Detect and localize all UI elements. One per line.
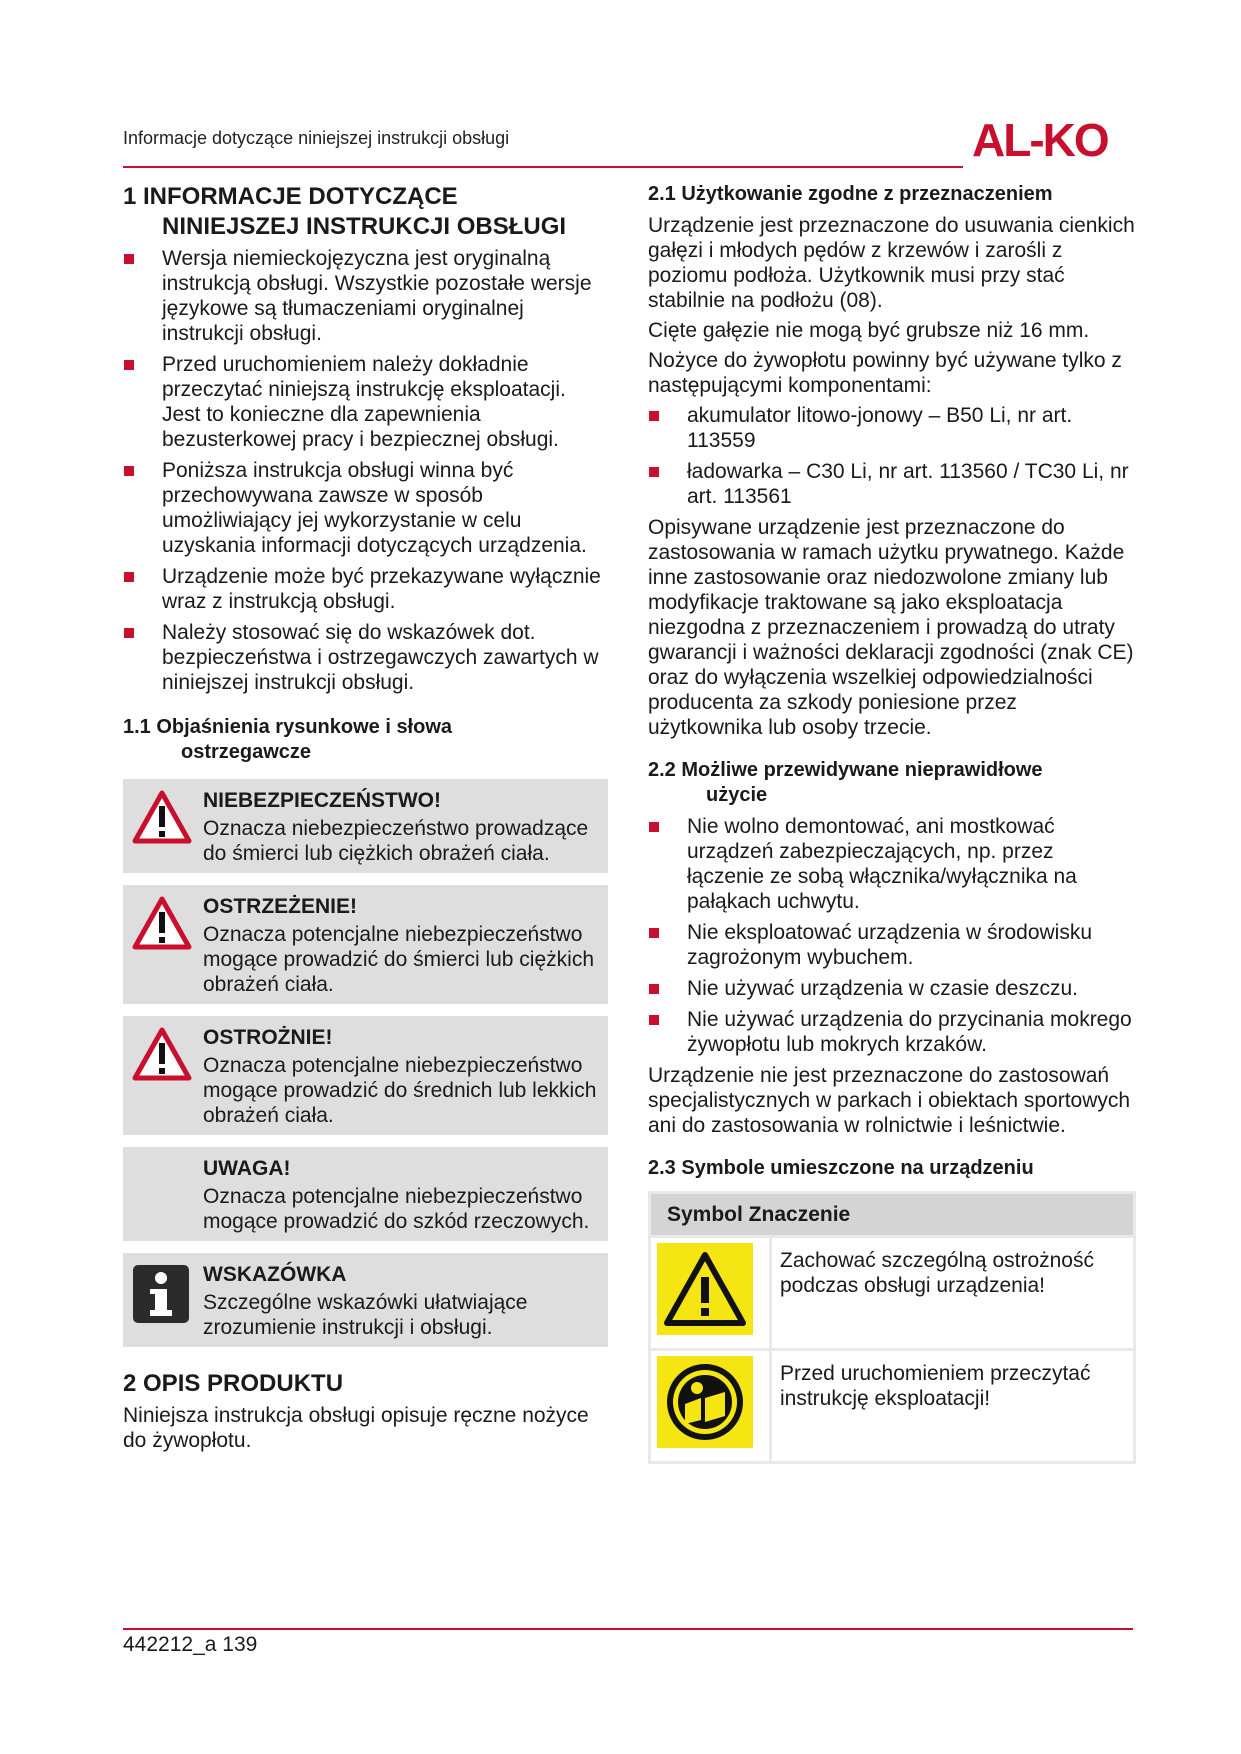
- header-divider: [123, 166, 963, 168]
- notice-title: NIEBEZPIECZEŃSTWO!: [203, 789, 442, 812]
- list-item: Poniższa instrukcja obsługi winna być przechowywana zawsze w sposób umożliwiający jej wykorzystanie w celu uzyskania informacji dotyczących urządzenia.: [123, 458, 608, 558]
- symbol-cell: [650, 1350, 771, 1463]
- notice-warning: [123, 885, 608, 1004]
- table-row: [650, 1350, 1135, 1463]
- components-list: [648, 403, 1136, 509]
- notice-danger: [123, 779, 608, 873]
- list-item: Nie używać urządzenia do przycinania mokrego żywopłotu lub mokrych krzaków.: [648, 1007, 1136, 1057]
- notice-title: OSTRZEŻENIE!: [203, 895, 358, 918]
- notice-title: OSTROŻNIE!: [203, 1026, 333, 1049]
- warning-triangle-icon: [132, 1026, 192, 1082]
- list-item: Należy stosować się do wskazówek dot. bezpieczeństwa i ostrzegawczych zawartych w niniejszej instrukcji obsługi.: [123, 620, 608, 695]
- list-item: ładowarka – C30 Li, nr art. 113560 / TC30 Li, nr art. 113561: [648, 459, 1136, 509]
- info-icon: [133, 1265, 189, 1323]
- symbol-cell: [650, 1237, 771, 1350]
- notice-text: Oznacza potencjalne niebezpieczeństwo mogące prowadzić do śmierci lub ciężkich obrażeń ciała.: [203, 923, 594, 996]
- list-item: Nie używać urządzenia w czasie deszczu.: [648, 976, 1136, 1001]
- list-item: Urządzenie może być przekazywane wyłącznie wraz z instrukcją obsługi.: [123, 564, 608, 614]
- list-item: akumulator litowo-jonowy – B50 Li, nr art. 113559: [648, 403, 1136, 453]
- section-1-list: [123, 246, 608, 695]
- list-item: Nie eksploatować urządzenia w środowisku zagrożonym wybuchem.: [648, 920, 1136, 970]
- symbols-table: [648, 1191, 1136, 1464]
- section-2-2-heading: 2.2 Możliwe przewidywane nieprawidłowe użycie: [648, 759, 1043, 806]
- notice-text: Szczególne wskazówki ułatwiające zrozumienie instrukcji i obsługi.: [203, 1291, 528, 1339]
- section-1-heading: 1 INFORMACJE DOTYCZĄCE NINIEJSZEJ INSTRUKCJI OBSŁUGI: [123, 183, 567, 240]
- table-row: [650, 1237, 1135, 1350]
- right-column: [648, 182, 1136, 1464]
- section-1-1-heading: 1.1 Objaśnienia rysunkowe i słowa ostrzegawcze: [123, 716, 453, 763]
- list-item: Nie wolno demontować, ani mostkować urządzeń zabezpieczających, np. przez łączenie ze sobą włącznika/wyłącznika na pałąkach uchwytu.: [648, 814, 1136, 914]
- alko-logo: [972, 112, 1134, 164]
- meaning-cell: Przed uruchomieniem przeczytać instrukcję eksploatacji!: [771, 1350, 1135, 1463]
- page-header-title: Informacje dotyczące niniejszej instrukcji obsługi: [123, 128, 510, 148]
- section-2-heading: 2 OPIS PRODUKTU: [123, 1370, 344, 1397]
- table-header-row: [650, 1193, 1135, 1237]
- table-header: Symbol Znaczenie: [650, 1193, 1135, 1237]
- list-item: Przed uruchomieniem należy dokładnie przeczytać niniejszą instrukcję eksploatacji. Jest to konieczne dla zapewnienia bezusterkowej pracy i bezpiecznej obsługi.: [123, 352, 608, 452]
- paragraph: Opisywane urządzenie jest przeznaczone do zastosowania w ramach użytku prywatnego. Każde inne zastosowanie oraz niedozwolone zmiany lub modyfikacje traktowane są jako eksploatacja niezgodna z przeznaczeniem i prowadzą do utraty gwarancji i ważności deklaracji zgodności (znak CE) oraz do wyłączenia wszelkiej odpowiedzialności producenta za szkody poniesione przez użytkownika lub osoby trzecie.: [648, 516, 1134, 739]
- paragraph: Urządzenie nie jest przeznaczone do zastosowań specjalistycznych w parkach i obiektach sportowych ani do zastosowania w rolnictwie i leśnictwie.: [648, 1064, 1131, 1137]
- read-manual-icon: [663, 1360, 747, 1444]
- svg-text:AL-KO: AL-KO: [972, 114, 1108, 164]
- notice-text: Oznacza potencjalne niebezpieczeństwo mogące prowadzić do średnich lub lekkich obrażeń ciała.: [203, 1054, 597, 1127]
- section-2-1-heading: 2.1 Użytkowanie zgodne z przeznaczeniem: [648, 183, 1053, 205]
- section-2-text: Niniejsza instrukcja obsługi opisuje ręczne nożyce do żywopłotu.: [123, 1404, 589, 1452]
- paragraph: Nożyce do żywopłotu powinny być używane tylko z następującymi komponentami:: [648, 349, 1122, 397]
- misuse-list: [648, 814, 1136, 1057]
- footer-divider: [123, 1628, 1133, 1630]
- notice-attention: [123, 1147, 608, 1241]
- paragraph: Cięte gałęzie nie mogą być grubsze niż 16 mm.: [648, 319, 1090, 342]
- page-number: 442212_a 139: [123, 1633, 258, 1656]
- warning-triangle-icon: [132, 789, 192, 845]
- warning-triangle-icon: [132, 895, 192, 951]
- left-column: [123, 182, 608, 1458]
- notice-caution: [123, 1016, 608, 1135]
- notice-text: Oznacza niebezpieczeństwo prowadzące do śmierci lub ciężkich obrażeń ciała.: [203, 817, 589, 865]
- notice-hint: [123, 1253, 608, 1347]
- list-item: Wersja niemieckojęzyczna jest oryginalną instrukcją obsługi. Wszystkie pozostałe wersje językowe są tłumaczeniami oryginalnej instrukcji obsługi.: [123, 246, 608, 346]
- notice-title: UWAGA!: [203, 1157, 291, 1180]
- section-2-3-heading: 2.3 Symbole umieszczone na urządzeniu: [648, 1157, 1034, 1179]
- caution-yellow-triangle-icon: [662, 1249, 748, 1329]
- notice-text: Oznacza potencjalne niebezpieczeństwo mogące prowadzić do szkód rzeczowych.: [203, 1185, 590, 1233]
- notice-title: WSKAZÓWKA: [203, 1263, 347, 1286]
- meaning-cell: Zachować szczególną ostrożność podczas obsługi urządzenia!: [771, 1237, 1135, 1350]
- paragraph: Urządzenie jest przeznaczone do usuwania cienkich gałęzi i młodych pędów z krzewów i zarośli z poziomu podłoża. Użytkownik musi przy stać stabilnie na podłożu (08).: [648, 214, 1135, 312]
